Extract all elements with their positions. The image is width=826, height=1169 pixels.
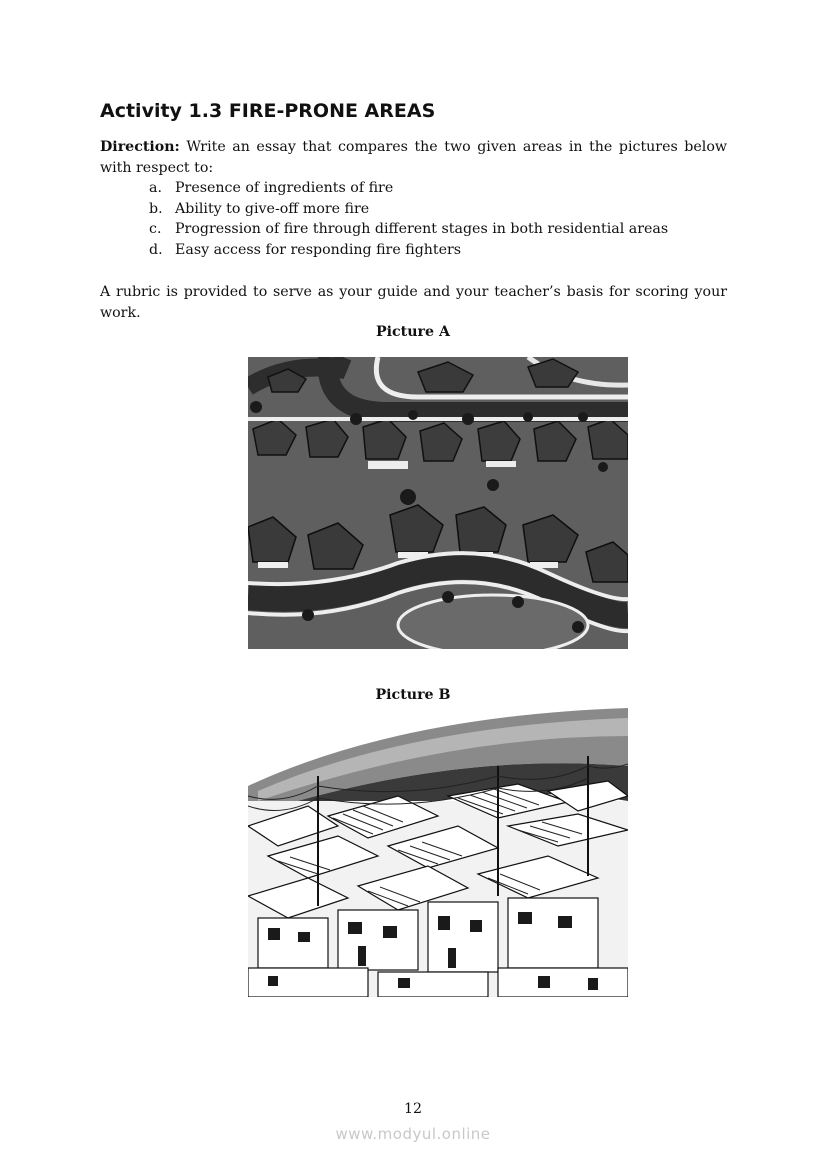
direction-label: Direction: xyxy=(100,139,180,155)
rubric-note: A rubric is provided to serve as your guide and your teacher’s basis for scoring your work. xyxy=(100,284,727,321)
list-item-text: Presence of ingredients of fire xyxy=(175,180,394,196)
activity-title: Activity 1.3 FIRE-PRONE AREAS xyxy=(100,100,436,122)
list-item-text: Ability to give-off more fire xyxy=(175,200,370,217)
dense-settlement-image xyxy=(248,706,628,997)
list-item-letter: c. xyxy=(149,221,162,238)
picture-b-caption: Picture B xyxy=(375,687,451,703)
picture-a-illustration xyxy=(248,357,628,649)
list-item-text: Easy access for responding fire fighters xyxy=(175,242,462,259)
picture-b-illustration xyxy=(248,706,628,997)
watermark-text: www.modyul.online xyxy=(335,1125,491,1143)
list-item-letter: b. xyxy=(149,200,163,217)
page-number: 12 xyxy=(403,1101,423,1117)
list-item xyxy=(149,219,668,240)
list-item-letter: a. xyxy=(149,180,162,196)
list-item xyxy=(149,199,668,220)
suburb-aerial-image xyxy=(248,357,628,649)
direction-text: Write an essay that compares the two given areas in the pictures below with respect to: xyxy=(100,139,727,176)
direction-paragraph xyxy=(100,137,727,179)
list-item-text: Progression of fire through different stages in both residential areas xyxy=(175,221,669,238)
picture-a-caption: Picture A xyxy=(375,324,450,340)
list-item-letter: d. xyxy=(149,242,163,259)
list-item xyxy=(149,178,668,199)
criteria-list xyxy=(149,178,668,261)
list-item xyxy=(149,240,668,261)
